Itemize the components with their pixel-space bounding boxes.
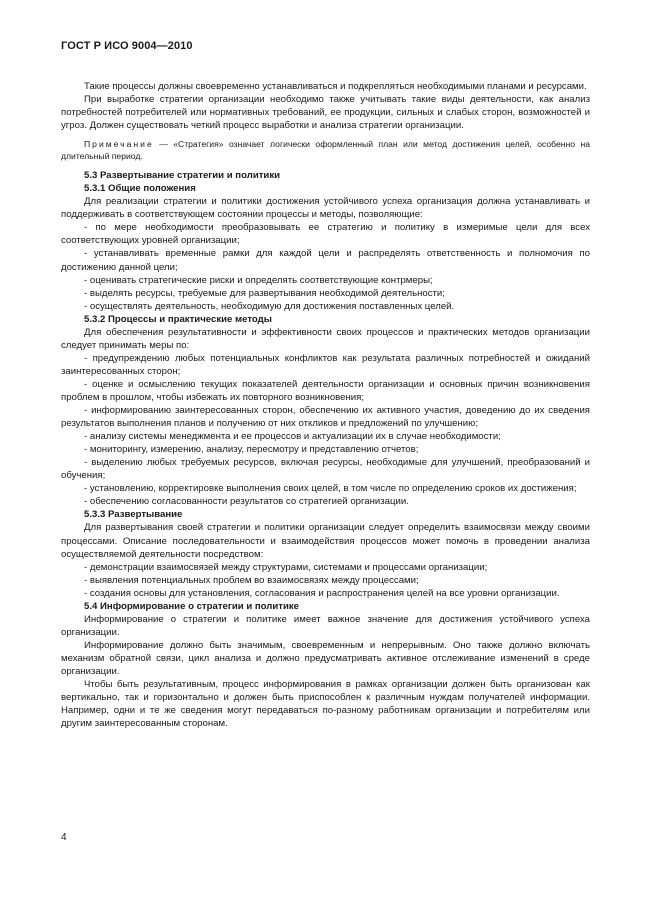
note-text: — «Стратегия» означает логически оформленный план или метод достижения целей, особенно на длительный период. [61, 139, 590, 162]
list-item: - выявления потенциальных проблем во взаимосвязях между процессами; [84, 574, 419, 586]
section-heading: 5.4 Информирование о стратегии и политике [84, 600, 300, 612]
note-label: Примечание [84, 139, 154, 150]
list-item: - создания основы для установления, согласования и распространения целей на все уровни организации. [84, 587, 560, 599]
section-heading: 5.3.2 Процессы и практические методы [84, 313, 272, 325]
section-heading: 5.3.3 Развертывание [84, 509, 183, 521]
page-number: 4 [61, 832, 67, 843]
paragraph: Информирование о стратегии и политике имеет важное значение для достижения устойчивого успеха организации. [61, 613, 590, 638]
list-item: - обеспечению согласованности результатов со стратегией организации. [84, 496, 409, 508]
document-header: ГОСТ Р ИСО 9004—2010 [61, 40, 193, 52]
document-body [61, 80, 590, 730]
list-item: - выделять ресурсы, требуемые для развертывания необходимой деятельности; [84, 287, 445, 299]
section-heading: 5.3 Развертывание стратегии и политики [84, 170, 281, 182]
paragraph: Для развертывания своей стратегии и политики организации следует определить взаимосвязи между своими процессами. Описание последовательности и взаимодействия процессов может помочь в проведении анализа осуществляемой деятельности посредством: [61, 522, 590, 560]
paragraph: Чтобы быть результативным, процесс информирования в рамках организации должен быть организован как вертикально, так и горизонтально и должен быть приспособлен к различным нуждам получателей информации. Например, одни и те же сведения могут передаваться по-разному работникам организации и потребителям или другим заинтересованным сторонам. [61, 679, 590, 730]
list-item: - анализу системы менеджмента и ее процессов и актуализации их в случае необходимости; [84, 431, 501, 443]
list-item: - оценивать стратегические риски и определять соответствующие контрмеры; [84, 274, 433, 286]
list-item: - по мере необходимости преобразовывать ее стратегию и политику в измеримые цели для всех соответствующих уровней организации; [61, 222, 590, 247]
list-item: - мониторингу, измерению, анализу, пересмотру и представлению отчетов; [84, 444, 419, 456]
list-item: - оценке и осмыслению текущих показателей деятельности организации и основных причин возникновения проблем в прошлом, чтобы избежать их повторного возникновения; [61, 378, 590, 403]
list-item: - предупреждению любых потенциальных конфликтов как результата различных потребностей и ожиданий заинтересованных сторон; [61, 352, 590, 377]
list-item: - информированию заинтересованных сторон, обеспечению их активного участия, доведению до их сведения результатов выполнения планов и получению от них откликов и предложений по улучшению; [61, 405, 590, 430]
list-item: - демонстрации взаимосвязей между структурами, системами и процессами организации; [84, 561, 488, 573]
list-item: - выделению любых требуемых ресурсов, включая ресурсы, необходимые для улучшений, преобразований и обучения; [61, 457, 590, 482]
list-item: - установлению, корректировке выполнения своих целей, в том числе по определению сроков их достижения; [84, 483, 577, 495]
list-item: - устанавливать временные рамки для каждой цели и распределять ответственность и полномочия по достижению данной цели; [61, 248, 590, 273]
list-item: - осуществлять деятельность, необходимую для достижения поставленных целей. [84, 300, 455, 312]
paragraph: Такие процессы должны своевременно устанавливаться и подкрепляться необходимыми планами и ресурсами. [84, 81, 587, 92]
paragraph: Для обеспечения результативности и эффективности своих процессов и практических методов организации следует принимать меры по: [61, 326, 590, 351]
note-paragraph [61, 138, 590, 162]
section-heading: 5.3.1 Общие положения [84, 183, 196, 195]
paragraph: Информирование должно быть значимым, своевременным и непрерывным. Оно также должно включать механизм обратной связи, цикл анализа и должно предусматривать активное отслеживание изменений в среде организации. [61, 639, 590, 677]
paragraph: Для реализации стратегии и политики достижения устойчивого успеха организация должна устанавливать и поддерживать в соответствующем состоянии процессы и методы, позволяющие: [61, 196, 590, 221]
paragraph: При выработке стратегии организации необходимо также учитывать такие виды деятельности, как анализ потребностей потребителей или нормативных требований, ее продукции, сильных и слабых сторон, возможностей и угроз. Должен существовать четкий процесс выработки и анализа стратегии организации. [61, 94, 590, 132]
